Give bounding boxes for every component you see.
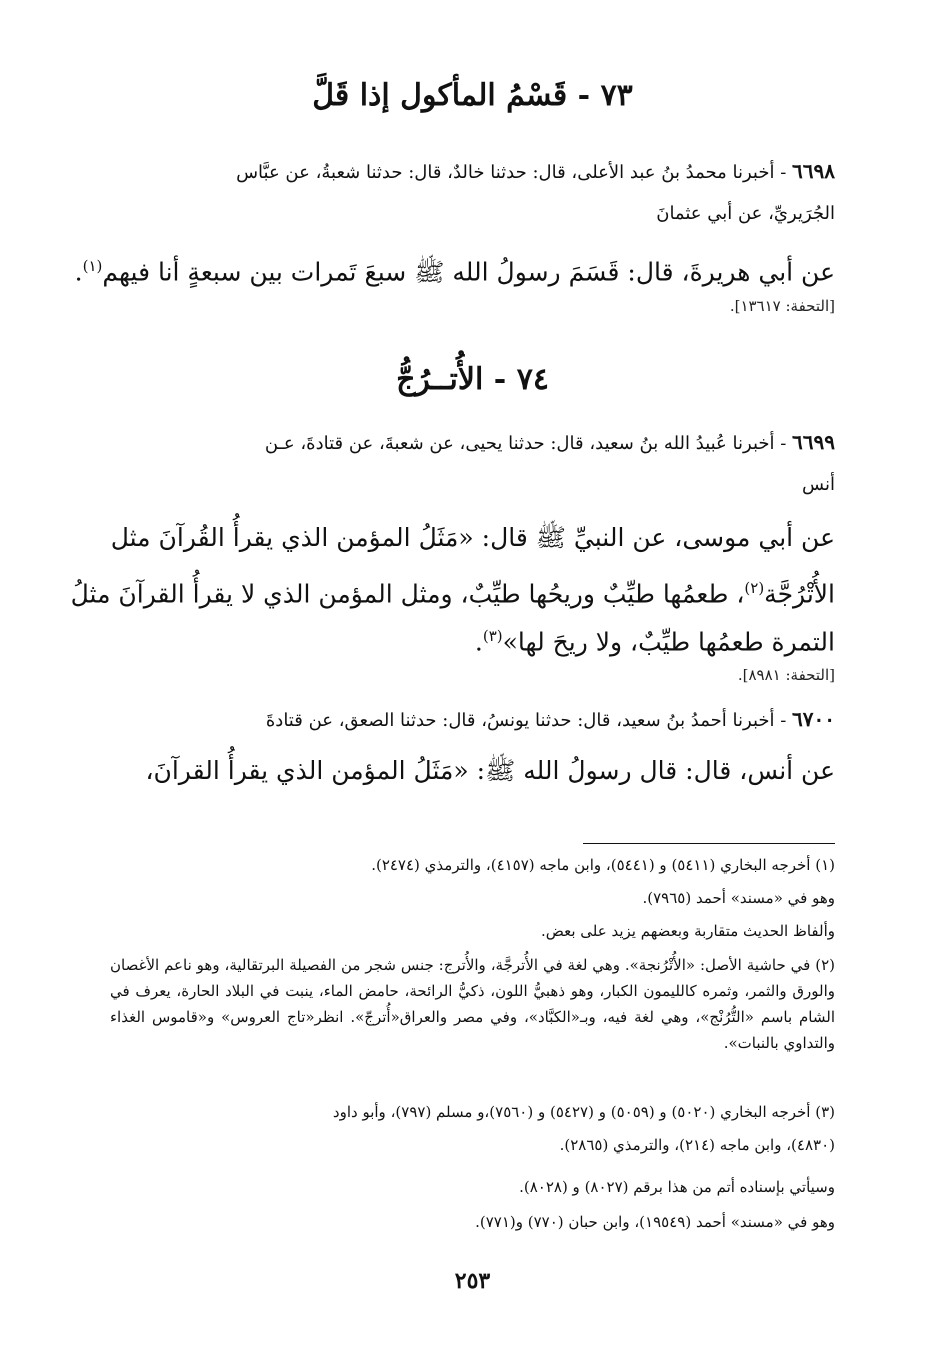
footnote-1-line2: وهو في «مسند» أحمد (٧٩٦٥). bbox=[642, 889, 835, 907]
footnote-1-line1: (١) أخرجه البخاري (٥٤١١) و (٥٤٤١)، وابن ماجه (٤١٥٧)، والترمذي (٢٤٧٤). bbox=[371, 856, 835, 874]
footnote-3-line1: (٣) أخرجه البخاري (٥٠٢٠) و (٥٠٥٩) و (٥٤٢٧) و (٧٥٦٠)،و مسلم (٧٩٧)، وأبو داود bbox=[332, 1103, 835, 1121]
footnote-mark-3: (٣) bbox=[482, 627, 503, 645]
hadith-6699-isnad-text1: - أخبرنا عُبيدُ الله بنُ سعيد، قال: حدثنا يحيى، عن شعبةَ، عن قتادةَ، عـن bbox=[264, 433, 793, 454]
hadith-number-6700: ٦٧٠٠ bbox=[792, 707, 835, 731]
hadith-6698-isnad-text1: - أخبرنا محمدُ بنُ عبد الأعلى، قال: حدثنا خالدٌ، قال: حدثنا شعبةُ، عن عبَّاس bbox=[236, 162, 793, 183]
hadith-6700-isnad-text1: - أخبرنا أحمدُ بنُ سعيد، قال: حدثنا يونسُ، قال: حدثنا الصعق، عن قتادةَ bbox=[265, 710, 793, 731]
hadith-6699-matn-line1: عن أبي موسى، عن النبيِّ ﷺ قال: «مَثَلُ المؤمن الذي يقرأُ القُرآنَ مثل bbox=[110, 523, 835, 552]
page-number: ٢٥٣ bbox=[454, 1268, 491, 1294]
hadith-6699-matn-line3 bbox=[110, 614, 835, 664]
hadith-6699-matn-2a: الأُتْرُجَّة bbox=[764, 579, 835, 609]
hadith-6699-matn-line2 bbox=[70, 566, 835, 616]
hadith-6698-isnad-line1 bbox=[110, 152, 835, 192]
footnote-separator bbox=[583, 843, 835, 844]
tuhfa-ref-6699: [التحفة: ٨٩٨١]. bbox=[737, 666, 835, 684]
footnote-mark-2: (٢) bbox=[744, 579, 765, 597]
hadith-6700-matn-line1: عن أنس، قال: قال رسولُ الله ﷺ: «مَثَلُ المؤمن الذي يقرأُ القرآنَ، bbox=[145, 756, 835, 785]
footnote-3-line3: وسيأتي بإسناده أتم من هذا برقم (٨٠٢٧) و (٨٠٢٨). bbox=[519, 1178, 835, 1196]
hadith-6700-isnad-line1 bbox=[110, 700, 835, 740]
footnote-3-line2: (٤٨٣٠)، وابن ماجه (٢١٤)، والترمذي (٢٨٦٥). bbox=[559, 1136, 835, 1154]
hadith-6699-matn-3a: التمرة طعمُها طيِّبٌ، ولا ريحَ لها» bbox=[502, 627, 835, 657]
hadith-6698-matn bbox=[74, 244, 835, 294]
footnote-mark-1: (١) bbox=[82, 257, 103, 275]
chapter-heading-73: ٧٣ - قَسْمُ المأكول إذا قَلَّ bbox=[312, 78, 633, 113]
tuhfa-ref-6698: [التحفة: ١٣٦١٧]. bbox=[729, 297, 835, 315]
hadith-6698-isnad-line2: الجُرَيريِّ، عن أبي عثمانَ bbox=[656, 203, 835, 224]
hadith-6699-matn-2b: ، طعمُها طيِّبٌ وريحُها طيِّبٌ، ومثل المؤمن الذي لا يقرأُ القرآنَ مثلُ bbox=[70, 579, 745, 609]
hadith-6698-matn-text: عن أبي هريرةَ، قال: قَسَمَ رسولُ الله ﷺ سبعَ تَمرات بين سبعةٍ أنا فيهم bbox=[102, 257, 835, 287]
hadith-number-6698: ٦٦٩٨ bbox=[792, 159, 835, 183]
hadith-6698-matn-end: . bbox=[74, 257, 83, 287]
chapter-heading-74: ٧٤ - الأُتــرُجُّ bbox=[396, 362, 549, 397]
hadith-6699-isnad-line1 bbox=[110, 423, 835, 463]
footnote-2: (٢) في حاشية الأصل: «الأُتْرُنجة». وهي لغة في الأُترجَّة، والأُترج: جنس شجر من الفصيلة البرتقالية، وهو ناعم الأغصان والورق والثمر، وثمره كالليمون الكبار، وهو ذهبيُّ اللون، ذكيُّ الرائحة، حامض الماء، ينبت في البلاد الحارة، يعرف في الشام باسم «التُّرُنْج»، وهي لغة فيه، وبـ«الكبَّاد»، وفي مصر والعراق«أُترجّ». انظر«تاج العروس» و«قاموس الغذاء والتداوي بالنبات». bbox=[110, 956, 835, 1052]
hadith-6699-isnad-line2: أنس bbox=[802, 474, 835, 495]
footnote-1-line3: وألفاظ الحديث متقاربة وبعضهم يزيد على بعض. bbox=[540, 922, 835, 940]
hadith-number-6699: ٦٦٩٩ bbox=[792, 430, 835, 454]
hadith-6699-matn-3b: . bbox=[474, 627, 483, 657]
footnote-3-line4: وهو في «مسند» أحمد (١٩٥٤٩)، وابن حبان (٧٧٠) و(٧٧١). bbox=[475, 1213, 835, 1231]
